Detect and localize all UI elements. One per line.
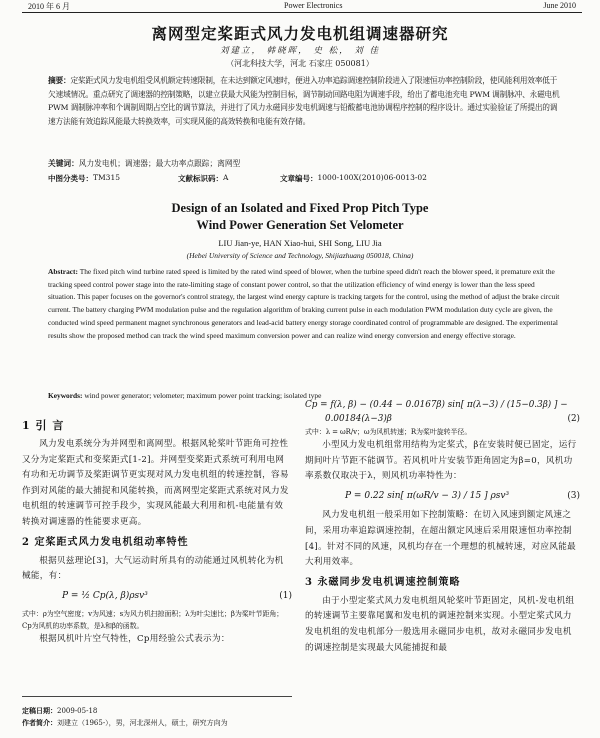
equation-1-body: P = ½ Cp(λ, β)ρsv³ (62, 590, 148, 601)
doc-code-value: A (223, 173, 229, 182)
equation-1-number: (1) (279, 590, 292, 601)
running-header (22, 0, 582, 13)
equation-3 (305, 485, 580, 509)
equation-1 (22, 585, 292, 609)
english-authors: LIU Jian-ye, HAN Xiao-hui, SHI Song, LIU Jia (218, 238, 382, 248)
section-2-title: 2 定桨距式风力发电机组动率特性 (22, 536, 189, 548)
english-abstract-label: Abstract: (48, 267, 78, 276)
equation-2-note: 式中：λ = ωR/v；ω为风机转速；R为桨叶旋转半径。 (305, 428, 472, 436)
chinese-title: 离网型定桨距式风力发电机组调速器研究 (151, 24, 449, 43)
chinese-affiliation: （河北科技大学，河北 石家庄 050081） (226, 59, 374, 68)
chinese-keywords-label: 关键词： (48, 159, 79, 168)
right-paragraph-1: 小型风力发电机组常用结构为定桨式，β在安装时便已固定，运行期间叶片节距不能调节。若风机叶片安装节距角固定为β=0，风机功率系数仅取决于λ，则风机功率特性为： (305, 440, 577, 482)
article-no-label: 文章编号： (280, 174, 318, 183)
section-2-paragraph-2: 根据风机叶片空气特性，Cp用经验公式表示为： (39, 634, 230, 645)
header-issue-en: June 2010 (543, 1, 576, 10)
equation-2-line1: Cp = f(λ, β) − (0.44 − 0.0167β) sin[ π(λ−3) / (15−0.3β) ] − (305, 400, 568, 410)
received-date: 2009-05-18 (57, 707, 98, 715)
section-3-paragraph: 由于小型定桨式风力发电机组风轮桨叶节距固定，风机-发电机组的转速调节主要靠尾翼和发电机的调速控制来实现。小型定桨式风力发电机组的发电机部分一般选用永磁同步电机，故对永磁同步发电机的调速控制是实现最大风能捕捉和最 (305, 595, 575, 653)
header-issue: 2010 年 6 月 (28, 2, 70, 11)
author-bio-label: 作者简介： (22, 718, 57, 727)
footnote (22, 696, 292, 729)
english-title-line2: Wind Power Generation Set Velometer (196, 218, 404, 232)
english-abstract (48, 266, 560, 342)
chinese-keywords-text: 风力发电机；调速器；最大功率点跟踪；离网型 (78, 159, 241, 168)
chinese-abstract-label: 摘要： (48, 76, 71, 85)
section-1-paragraph: 风力发电系统分为并网型和离网型。根据风轮桨叶节距角可控性又分为定桨距式和变桨距式[1-2]。并网型变桨距式系统可利用电网有功和无功调节及桨距调节更实现对风力发电机组的转速控制，容易作到对风能的最大捕捉和风能转换，而离网型定桨距式系统对风力发电机组的转速调节可控手段少，实现风能最大利用和机-电能量有效转换对调速器的性能要求更高。 (22, 439, 289, 527)
equation-2-number: (2) (567, 414, 580, 424)
equation-2 (305, 398, 580, 426)
english-keywords-text: wind power generator; velometer; maximum power point tracking; isolated type (84, 391, 322, 400)
author-bio-text: 刘建立（1965-），男，河北深州人，硕士，研究方向为 (57, 719, 228, 727)
section-2-paragraph-1: 根据贝兹理论[3]，大气运动时所具有的动能通过风机转化为机械能，有： (22, 555, 284, 582)
english-keywords-label: Keywords: (48, 391, 83, 400)
english-title-line1: Design of an Isolated and Fixed Prop Pitch Type (171, 201, 429, 215)
left-column (22, 414, 292, 648)
chinese-abstract-text: 定桨距式风力发电机组受风机额定转速限制，在未达到额定风速时，便进入功率追踪调速控制阶段进入了限速恒功率控制阶段，使风能利用效率低于欠速域情况。重点研究了调速器的控制策略，以建立获最大风能为控制目标，调节制动回路电阻为调速手段，给出了蓄电池充电 PWM 调制脉冲、永磁电机 PWM 调制脉冲率和个调制周期占空比的调节算法，并进行了风力永磁同步发电机调速与铅酸蓄电池协调程序控制的程序设计。通过实验验证了所提出的调速方法能有效追踪风能最大转换效率，可实现风能的高效转换和电能有效存储。 (48, 76, 560, 126)
equation-2-line2: 0.00184(λ−3)β (325, 414, 392, 424)
english-abstract-text: The fixed pitch wind turbine rated speed is limited by the rated wind speed of blower, when the turbine speed didn't reach the blower speed, it premature exit the tracking speed control power stage into the rate-limiting stage of constant power control, so that the utilization efficiency of wind energy is lower than the less speed situation. This paper focuses on the governor's control strategy, the largest wind energy capture is tracking targets for the control, using the method of adjust the brake circuit current. The battery charging PWM modulation pulse and the regulation algorithm of braking current pulse in each modulation PWM modulation duty cycle are given, the conducted wind speed permanent magnet synchronous generators and lead-acid battery energy storage coordinated control of programmable are designed. The experimental results show the proposed method can track the wind speed maximum conversion power and can realize wind energy conversion and energy effective storage. (48, 267, 560, 340)
right-paragraph-2: 风力发电机组一般采用如下控制策略：在切入风速到额定风速之间，采用功率追踪调速控制，在超出额定风速后采用限速恒功率控制[4]。针对不同的风速，风机均存在一个理想的机械转速，对应风能最大利用效率。 (305, 510, 576, 568)
chinese-keywords (48, 158, 560, 169)
doc-code-label: 文献标识码： (178, 174, 223, 183)
received-label: 定稿日期： (22, 706, 57, 715)
chinese-abstract (48, 74, 560, 128)
section-1-title: 1 引 言 (22, 419, 65, 432)
article-no-value: 1000-100X(2010)06-0013-02 (317, 173, 427, 182)
equation-3-body: P = 0.22 sin[ π(ωR/v − 3) / 15 ] ρsv³ (345, 490, 510, 501)
clc-value: TM315 (93, 173, 120, 182)
chinese-authors: 刘建立， 韩晓晖， 史 松， 刘 佳 (219, 46, 380, 56)
header-journal: Power Electronics (284, 1, 343, 10)
right-column (305, 398, 580, 656)
equation-3-number: (3) (567, 490, 580, 501)
english-title (0, 200, 600, 234)
english-affiliation: (Hebei University of Science and Technology, Shijiazhuang 050018, China) (186, 251, 414, 260)
section-3-title: 3 永磁同步发电机调速控制策略 (305, 576, 461, 588)
equation-1-note: 式中：ρ为空气密度；v为风速；s为风力机扫掠面积；λ为叶尖速比；β为桨叶节距角；Cp为风机的功率系数，是λ和β的函数。 (22, 610, 284, 631)
clc-label: 中图分类号： (48, 174, 93, 183)
